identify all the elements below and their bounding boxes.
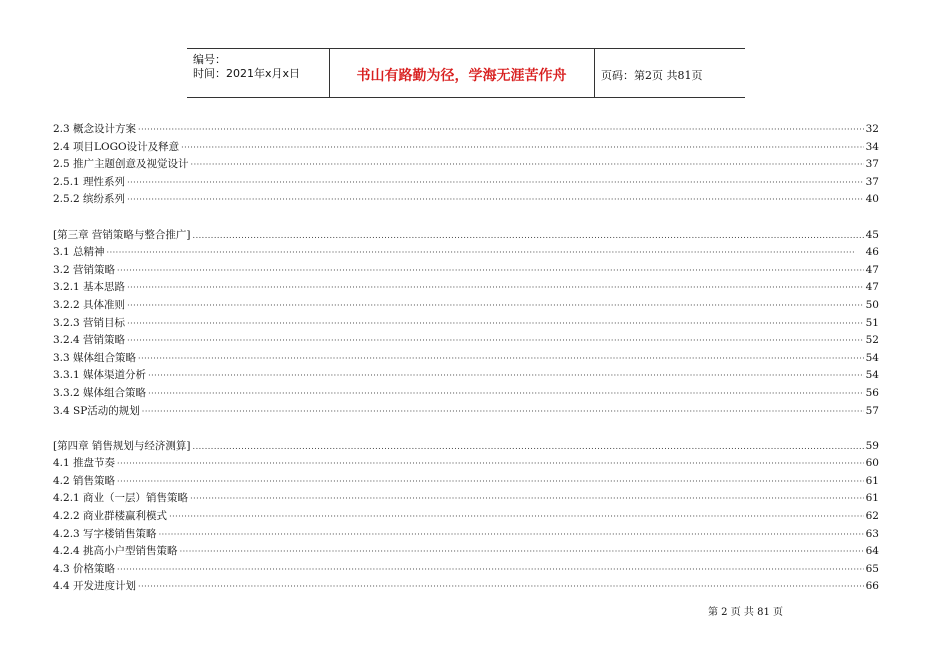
toc-entry-title: 3.2.4 营销策略	[53, 334, 126, 347]
toc-entry[interactable]	[53, 526, 879, 544]
toc-leader-dots	[148, 385, 864, 403]
toc-entry[interactable]	[53, 332, 879, 350]
document-header	[187, 48, 745, 98]
toc-entry-title: 4.2.4 挑高小户型销售策略	[53, 545, 178, 558]
toc-entry-title: 3.3 媒体组合策略	[53, 351, 137, 364]
toc-leader-dots	[127, 297, 864, 315]
toc-entry[interactable]	[53, 403, 879, 421]
toc-leader-dots	[127, 174, 864, 192]
toc-entry-page: 62	[865, 510, 879, 523]
toc-entry-title: 2.4 项目LOGO设计及释意	[53, 140, 180, 153]
toc-entry[interactable]	[53, 350, 879, 368]
toc-leader-dots	[117, 561, 864, 579]
toc-entry-page: 47	[865, 263, 879, 276]
toc-entry-title: [第三章 营销策略与整合推广]	[53, 228, 191, 241]
toc-entry-page: 63	[865, 527, 879, 540]
toc-entry-title: 4.2.2 商业群楼赢利模式	[53, 510, 168, 523]
toc-group-chapter-3	[53, 227, 879, 421]
toc-entry-page: 45	[865, 228, 879, 241]
toc-entry-title: 2.5.2 缤纷系列	[53, 193, 126, 206]
toc-entry-title: 4.2.1 商业（一层）销售策略	[53, 492, 189, 505]
toc-leader-dots	[169, 508, 864, 526]
toc-entry[interactable]	[53, 191, 879, 209]
toc-entry-page: 54	[865, 369, 879, 382]
toc-entry-page: 61	[865, 492, 879, 505]
toc-leader-dots	[127, 332, 864, 350]
toc-entry-title: [第四章 销售规划与经济测算]	[53, 439, 191, 452]
toc-leader-dots	[180, 543, 864, 561]
toc-entry-title: 2.3 概念设计方案	[53, 123, 137, 135]
toc-group-chapter-2	[53, 121, 879, 209]
toc-entry-title: 3.3.1 媒体渠道分析	[53, 369, 147, 382]
toc-leader-dots	[127, 315, 864, 333]
header-page-cell	[595, 49, 745, 97]
toc-entry-title: 3.2.2 具体准则	[53, 298, 126, 311]
toc-entry-title: 2.5 推广主题创意及视觉设计	[53, 158, 189, 171]
toc-entry[interactable]	[53, 438, 879, 456]
toc-entry-page: 34	[865, 140, 879, 153]
toc-entry[interactable]	[53, 262, 879, 280]
toc-leader-dots	[181, 139, 864, 157]
toc-entry[interactable]	[53, 156, 879, 174]
toc-entry[interactable]	[53, 578, 879, 596]
toc-entry-page: 47	[865, 281, 879, 294]
toc-entry[interactable]	[53, 315, 879, 333]
header-page-info: 页码：第2页 共81页	[601, 69, 703, 82]
toc-leader-dots	[127, 191, 864, 209]
toc-entry[interactable]	[53, 279, 879, 297]
toc-leader-dots	[148, 367, 864, 385]
toc-entry[interactable]	[53, 121, 879, 139]
toc-entry-page: 59	[865, 439, 879, 452]
toc-entry-page: 37	[865, 158, 879, 171]
toc-entry-page: 65	[865, 562, 879, 575]
header-info-cell	[187, 49, 330, 97]
toc-leader-dots	[138, 350, 864, 368]
toc-entry-title: 3.2 营销策略	[53, 263, 116, 276]
toc-leader-dots	[138, 578, 864, 596]
toc-entry[interactable]	[53, 139, 879, 157]
toc-leader-dots	[117, 262, 864, 280]
toc-entry[interactable]	[53, 385, 879, 403]
toc-spacer	[53, 209, 879, 227]
toc-entry[interactable]	[53, 244, 879, 262]
toc-entry-title: 3.3.2 媒体组合策略	[53, 386, 147, 399]
toc-entry-page: 56	[865, 386, 879, 399]
toc-entry[interactable]	[53, 227, 879, 245]
toc-entry[interactable]	[53, 367, 879, 385]
toc-entry-page: 54	[865, 351, 879, 364]
toc-entry-page: 64	[865, 545, 879, 558]
toc-group-chapter-4	[53, 438, 879, 596]
toc-entry[interactable]	[53, 508, 879, 526]
document-number-label: 编号：	[193, 53, 226, 66]
table-of-contents	[53, 121, 879, 596]
toc-entry[interactable]	[53, 490, 879, 508]
header-motto-cell	[329, 49, 595, 97]
toc-leader-dots	[127, 279, 864, 297]
toc-entry-title: 2.5.1 理性系列	[53, 175, 126, 188]
toc-leader-dots	[190, 490, 864, 508]
toc-entry-title: 3.2.3 营销目标	[53, 316, 126, 329]
toc-entry-page: 52	[865, 334, 879, 347]
toc-spacer	[53, 420, 879, 438]
toc-entry-page: 61	[865, 474, 879, 487]
toc-leader-dots	[117, 455, 864, 473]
toc-entry[interactable]	[53, 174, 879, 192]
toc-leader-dots	[193, 438, 864, 456]
motto-text: 书山有路勤为径，学海无涯苦作舟	[356, 68, 567, 84]
toc-entry-page: 60	[865, 457, 879, 470]
toc-leader-dots	[142, 403, 864, 421]
toc-entry[interactable]	[53, 455, 879, 473]
toc-entry-page: 57	[865, 404, 879, 417]
toc-entry-page: 32	[865, 123, 879, 135]
toc-entry-title: 4.3 价格策略	[53, 562, 116, 575]
toc-entry[interactable]	[53, 543, 879, 561]
toc-leader-dots	[138, 121, 864, 139]
toc-entry-page: 37	[865, 175, 879, 188]
toc-leader-dots	[117, 473, 864, 491]
toc-entry-title: 4.4 开发进度计划	[53, 580, 137, 593]
toc-entry[interactable]	[53, 561, 879, 579]
toc-entry-title: 3.1 总精神	[53, 246, 105, 259]
toc-leader-dots	[159, 526, 864, 544]
toc-entry-page: 51	[865, 316, 879, 329]
toc-entry-page: 50	[865, 298, 879, 311]
toc-leader-dots	[107, 244, 864, 262]
toc-entry-title: 4.2 销售策略	[53, 474, 116, 487]
toc-entry-title: 4.2.3 写字楼销售策略	[53, 527, 157, 540]
toc-entry[interactable]	[53, 297, 879, 315]
toc-entry-page: 66	[865, 580, 879, 593]
toc-entry-title: 3.4 SP活动的规划	[53, 404, 140, 417]
toc-entry-title: 3.2.1 基本思路	[53, 281, 126, 294]
document-time-label: 时间：2021年x月x日	[193, 67, 301, 80]
toc-entry-title: 4.1 推盘节奏	[53, 457, 116, 470]
page-footer: 第 2 页 共 81 页	[708, 607, 783, 618]
toc-entry-page: 40	[865, 193, 879, 206]
toc-entry[interactable]	[53, 473, 879, 491]
toc-entry-page: 46	[865, 246, 879, 259]
toc-leader-dots	[191, 156, 864, 174]
toc-leader-dots	[193, 227, 864, 245]
